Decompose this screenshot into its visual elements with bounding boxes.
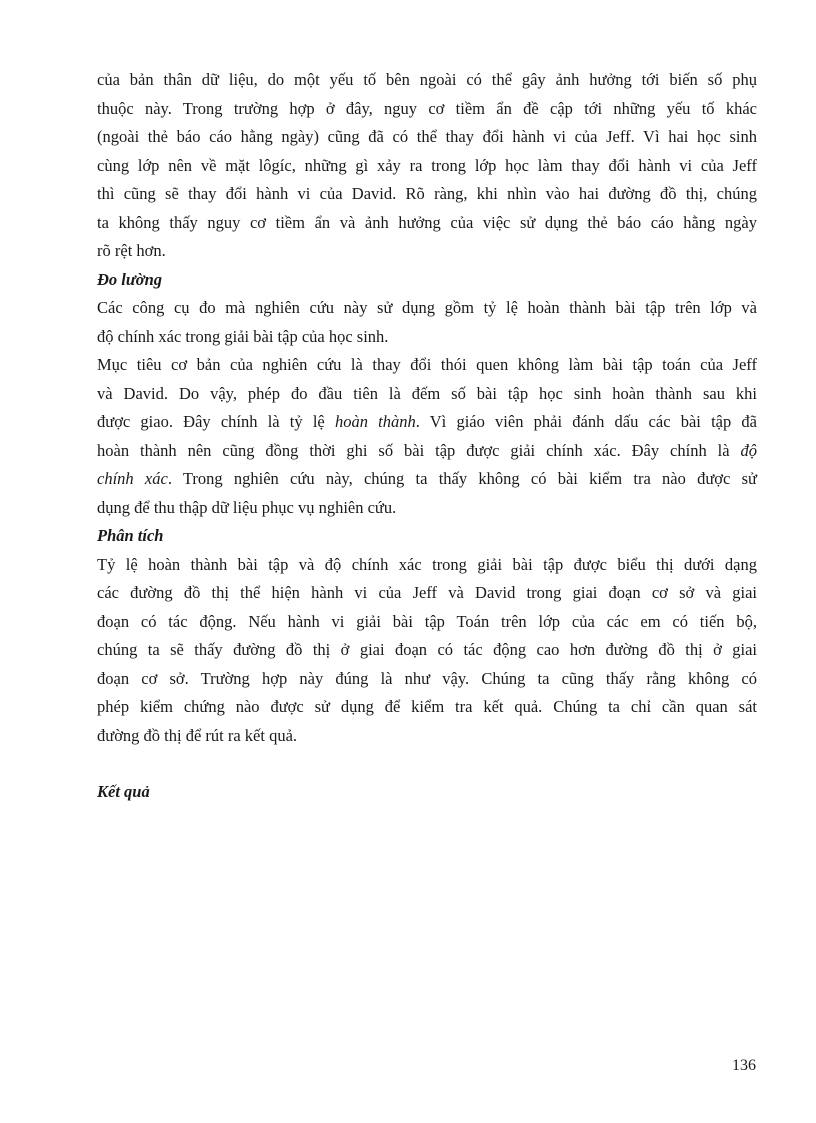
measurement-paragraph-2: [97, 351, 757, 522]
text-segment: hoàn thành nên cũng đồng thời ghi số bài tập được giải chính xác. Đây chính là: [97, 440, 741, 460]
text-segment: . Vì giáo viên phải đánh dấu các bài tập đã: [415, 412, 757, 431]
text-line: chúng ta sẽ thấy đường đồ thị ở giai đoạn có tác động cao hơn đường đồ thị ở giai: [97, 640, 757, 659]
text-line: Mục tiêu cơ bản của nghiên cứu là thay đổi thói quen không làm bài tập toán của Jeff: [97, 355, 757, 374]
text-line: độ chính xác trong giải bài tập của học sinh.: [97, 326, 389, 346]
spacer: [97, 750, 757, 778]
text-line: của bản thân dữ liệu, do một yếu tố bên ngoài có thể gây ảnh hưởng tới biến số phụ: [97, 70, 757, 89]
text-line: Các công cụ đo mà nghiên cứu này sử dụng gồm tỷ lệ hoàn thành bài tập trên lớp và: [97, 298, 757, 317]
text-segment: . Trong nghiên cứu này, chúng ta thấy không có bài kiểm tra nào được sử: [167, 469, 757, 488]
text-line: các đường đồ thị thể hiện hành vi của Jeff và David trong giai đoạn cơ sở và giai: [97, 583, 757, 602]
text-line: đường đồ thị để rút ra kết quả.: [97, 725, 298, 745]
text-line: dụng để thu thập dữ liệu phục vụ nghiên cứu.: [97, 497, 397, 517]
text-line: Tỷ lệ hoàn thành bài tập và độ chính xác trong giải bài tập được biểu thị dưới dạng: [97, 554, 757, 574]
page-number: 136: [732, 1057, 756, 1074]
text-line: phép kiểm chứng nào được sử dụng để kiểm tra kết quả. Chúng ta chỉ cần quan sát: [97, 697, 757, 716]
text-line: cùng lớp nên về mặt lôgíc, những gì xảy ra trong lớp học làm thay đổi hành vi của Jeff: [97, 155, 757, 175]
text-line: và David. Do vậy, phép đo đầu tiên là đếm số bài tập học sinh hoàn thành sau khi: [97, 383, 757, 403]
text-line: rõ rệt hơn.: [97, 241, 166, 260]
text-line: thuộc này. Trong trường hợp ở đây, nguy cơ tiềm ẩn đề cập tới những yếu tố khác: [97, 98, 757, 118]
text-line: (ngoài thẻ báo cáo hằng ngày) cũng đã có thể thay đổi hành vi của Jeff. Vì hai học sinh: [97, 127, 757, 146]
emphasis-completion: hoàn thành: [334, 412, 416, 431]
results-heading: Kết quả: [97, 782, 150, 801]
text-segment: được giao. Đây chính là tỷ lệ: [97, 412, 335, 431]
measurement-paragraph-1: [97, 294, 757, 351]
text-line: đoạn có tác động. Nếu hành vi giải bài tập Toán trên lớp của các em có tiến bộ,: [97, 611, 757, 631]
analysis-heading: Phân tích: [97, 526, 164, 545]
text-line: [97, 465, 757, 494]
text-line: ta không thấy nguy cơ tiềm ẩn và ảnh hưởng của việc sử dụng thẻ báo cáo hằng ngày: [97, 212, 757, 232]
document-page: [97, 66, 757, 807]
emphasis-accuracy-start: độ: [740, 440, 757, 460]
text-line: [97, 437, 757, 466]
intro-paragraph: [97, 66, 757, 266]
text-line: đoạn cơ sở. Trường hợp này đúng là như vậy. Chúng ta cũng thấy rằng không có: [97, 668, 757, 688]
measurement-heading: Đo lường: [97, 269, 163, 289]
text-line: [97, 408, 757, 437]
emphasis-accuracy-end: chính xác: [97, 469, 168, 488]
analysis-paragraph: [97, 551, 757, 751]
text-line: thì cũng sẽ thay đổi hành vi của David. Rõ ràng, khi nhìn vào hai đường đồ thị, chúng: [97, 184, 757, 203]
